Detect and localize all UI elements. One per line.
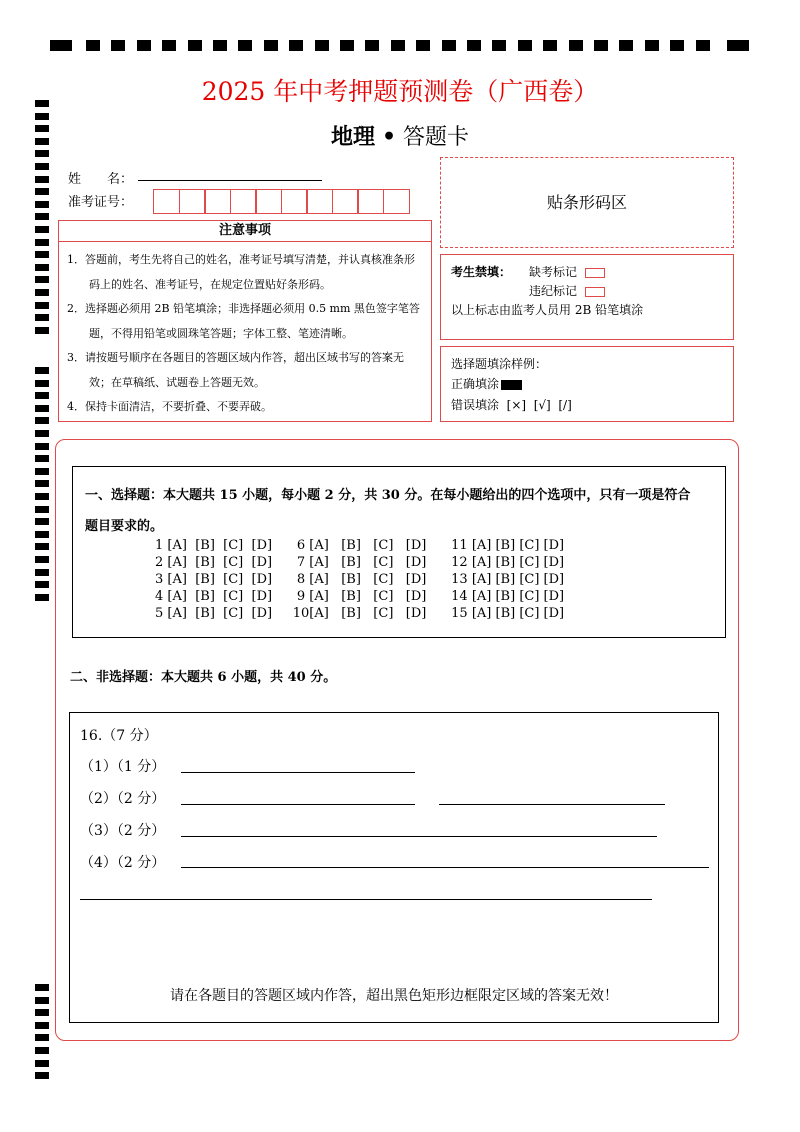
- timing-mark: [35, 543, 49, 550]
- timing-mark: [238, 40, 252, 51]
- notes-heading: 注意事项: [59, 221, 431, 242]
- timing-mark: [35, 226, 49, 233]
- absent-row: [529, 263, 605, 280]
- q16-part-label: （3）（2 分）: [80, 823, 166, 839]
- absent-label: 缺考标记: [529, 265, 578, 279]
- timing-mark: [35, 264, 49, 271]
- timing-mark: [35, 430, 49, 437]
- timing-mark: [35, 314, 49, 321]
- timing-mark: [518, 40, 532, 51]
- correct-label: 正确填涂: [451, 377, 500, 391]
- card-subtitle: [0, 120, 800, 151]
- timing-mark: [442, 40, 456, 51]
- timing-mark: [35, 594, 49, 601]
- subtitle-rest: 答题卡: [403, 125, 470, 150]
- timing-mark: [35, 150, 49, 157]
- timing-mark: [619, 40, 633, 51]
- answer-line[interactable]: [439, 804, 665, 805]
- timing-mark: [35, 113, 49, 120]
- notes-box: [58, 220, 432, 422]
- q16-part-label: （4）（2 分）: [80, 855, 166, 871]
- timing-mark: [467, 40, 481, 51]
- timing-mark: [86, 40, 100, 51]
- notes-list: [59, 242, 431, 420]
- timing-mark: [645, 40, 659, 51]
- note-item: 4．保持卡面清洁，不要折叠、不要弄破。: [67, 400, 272, 413]
- timing-mark: [35, 163, 49, 170]
- timing-mark: [35, 417, 49, 424]
- area-warning: 请在各题目的答题区域内作答，超出黑色矩形边框限定区域的答案无效！: [170, 988, 618, 1004]
- timing-mark: [35, 531, 49, 538]
- barcode-label: 贴条形码区: [546, 193, 627, 212]
- timing-mark: [35, 213, 49, 220]
- timing-mark: [35, 997, 49, 1004]
- timing-mark: [594, 40, 608, 51]
- subtitle-separator: •: [381, 124, 397, 150]
- q16-part-label: （2）（2 分）: [80, 791, 166, 807]
- timing-mark: [543, 40, 557, 51]
- timing-mark: [492, 40, 506, 51]
- barcode-area: [440, 157, 734, 248]
- answer-line[interactable]: [181, 772, 415, 773]
- timing-mark: [35, 327, 49, 334]
- timing-mark: [35, 289, 49, 296]
- forbidden-label: 考生禁填：: [451, 265, 512, 279]
- example-box: [440, 346, 734, 422]
- choice-row[interactable]: 1 [A] [B] [C] [D] 6 [A] [B] [C] [D] 11 [A] [B] [C] [D]: [155, 538, 565, 553]
- violation-label: 违纪标记: [529, 284, 578, 298]
- timing-mark: [35, 201, 49, 208]
- choice-row[interactable]: 5 [A] [B] [C] [D] 10[A] [B] [C] [D] 15 [A] [B] [C] [D]: [155, 606, 565, 621]
- timing-mark: [35, 405, 49, 412]
- timing-mark: [35, 367, 49, 374]
- timing-mark: [264, 40, 278, 51]
- timing-mark: [35, 239, 49, 246]
- choice-section-title: 一、选择题：本大题共 15 小题，每小题 2 分，共 30 分。在每小题给出的四个选项中，只有一项是符合: [85, 488, 691, 503]
- timing-mark: [35, 581, 49, 588]
- answer-line[interactable]: [181, 867, 709, 868]
- timing-mark: [35, 455, 49, 462]
- timing-mark: [569, 40, 583, 51]
- timing-mark: [35, 1009, 49, 1016]
- timing-mark: [35, 468, 49, 475]
- answer-line[interactable]: [181, 804, 415, 805]
- note-item: 2．选择题必须用 2B 铅笔填涂；非选择题必须用 0.5 mm 黑色签字笔答题，不得用铅笔或圆珠笔答题；字体工整、笔迹清晰。: [67, 302, 420, 340]
- name-label: 姓 名：: [68, 172, 134, 187]
- wrong-label: 错误填涂: [451, 398, 500, 412]
- timing-mark: [35, 1047, 49, 1054]
- timing-mark: [35, 518, 49, 525]
- timing-mark: [391, 40, 405, 51]
- forbidden-box: [440, 254, 734, 340]
- timing-mark: [35, 569, 49, 576]
- timing-mark: [35, 1034, 49, 1041]
- absent-mark[interactable]: [585, 268, 605, 278]
- timing-mark: [35, 556, 49, 563]
- timing-mark: [35, 443, 49, 450]
- timing-mark: [365, 40, 379, 51]
- example-heading: 选择题填涂样例：: [451, 357, 548, 371]
- choice-row[interactable]: 3 [A] [B] [C] [D] 8 [A] [B] [C] [D] 13 [A] [B] [C] [D]: [155, 572, 565, 587]
- note-item: 1．答题前，考生先将自己的姓名，准考证号填写清楚，并认真核准条形码上的姓名、准考证号，在规定位置贴好条形码。: [67, 253, 415, 291]
- subject-name: 地理: [330, 124, 375, 150]
- timing-mark: [35, 276, 49, 283]
- timing-mark: [213, 40, 227, 51]
- q16-title: 16.（7 分）: [80, 728, 158, 744]
- timing-mark: [111, 40, 125, 51]
- timing-mark: [35, 380, 49, 387]
- q16-part-label: （1）（1 分）: [80, 759, 166, 775]
- answer-line[interactable]: [80, 899, 652, 900]
- timing-mark: [696, 40, 710, 51]
- timing-mark: [416, 40, 430, 51]
- id-label: 准考证号：: [68, 195, 134, 210]
- choice-row[interactable]: 4 [A] [B] [C] [D] 9 [A] [B] [C] [D] 14 [A] [B] [C] [D]: [155, 589, 565, 604]
- timing-mark: [35, 392, 49, 399]
- timing-mark: [35, 1022, 49, 1029]
- wrong-row: [451, 396, 572, 413]
- timing-mark: [35, 251, 49, 258]
- timing-mark: [35, 480, 49, 487]
- choice-row[interactable]: 2 [A] [B] [C] [D] 7 [A] [B] [C] [D] 12 [A] [B] [C] [D]: [155, 555, 565, 570]
- violation-row: [529, 282, 605, 299]
- timing-mark: [50, 40, 72, 51]
- timing-mark: [315, 40, 329, 51]
- forbidden-note: 以上标志由监考人员用 2B 铅笔填涂: [451, 303, 644, 317]
- correct-fill-sample: [501, 380, 522, 390]
- timing-mark: [35, 302, 49, 309]
- timing-mark: [35, 984, 49, 991]
- id-boxes[interactable]: [153, 189, 408, 218]
- nonchoice-section-title: 二、非选择题：本大题共 6 小题，共 40 分。: [70, 670, 337, 685]
- q16-box: [69, 712, 719, 1023]
- timing-mark: [289, 40, 303, 51]
- timing-mark: [35, 188, 49, 195]
- timing-mark: [727, 40, 749, 51]
- violation-mark[interactable]: [585, 287, 605, 297]
- timing-mark: [340, 40, 354, 51]
- timing-mark: [35, 506, 49, 513]
- timing-mark: [35, 1072, 49, 1079]
- page-title: 2025 年中考押题预测卷（广西卷）: [201, 77, 599, 106]
- timing-mark: [188, 40, 202, 51]
- wrong-samples: [×] [√] [/]: [506, 398, 572, 412]
- answer-line[interactable]: [181, 836, 657, 837]
- timing-mark: [137, 40, 151, 51]
- correct-row: [451, 375, 522, 392]
- choice-section: [72, 466, 726, 638]
- note-item: 3．请按题号顺序在各题目的答题区域内作答，超出区域书写的答案无效；在草稿纸、试题卷上答题无效。: [67, 351, 404, 389]
- choice-section-title-2: 题目要求的。: [85, 519, 164, 534]
- timing-mark: [35, 176, 49, 183]
- name-field[interactable]: [138, 180, 322, 181]
- timing-mark: [162, 40, 176, 51]
- timing-mark: [670, 40, 684, 51]
- timing-mark: [35, 1060, 49, 1067]
- timing-mark: [35, 493, 49, 500]
